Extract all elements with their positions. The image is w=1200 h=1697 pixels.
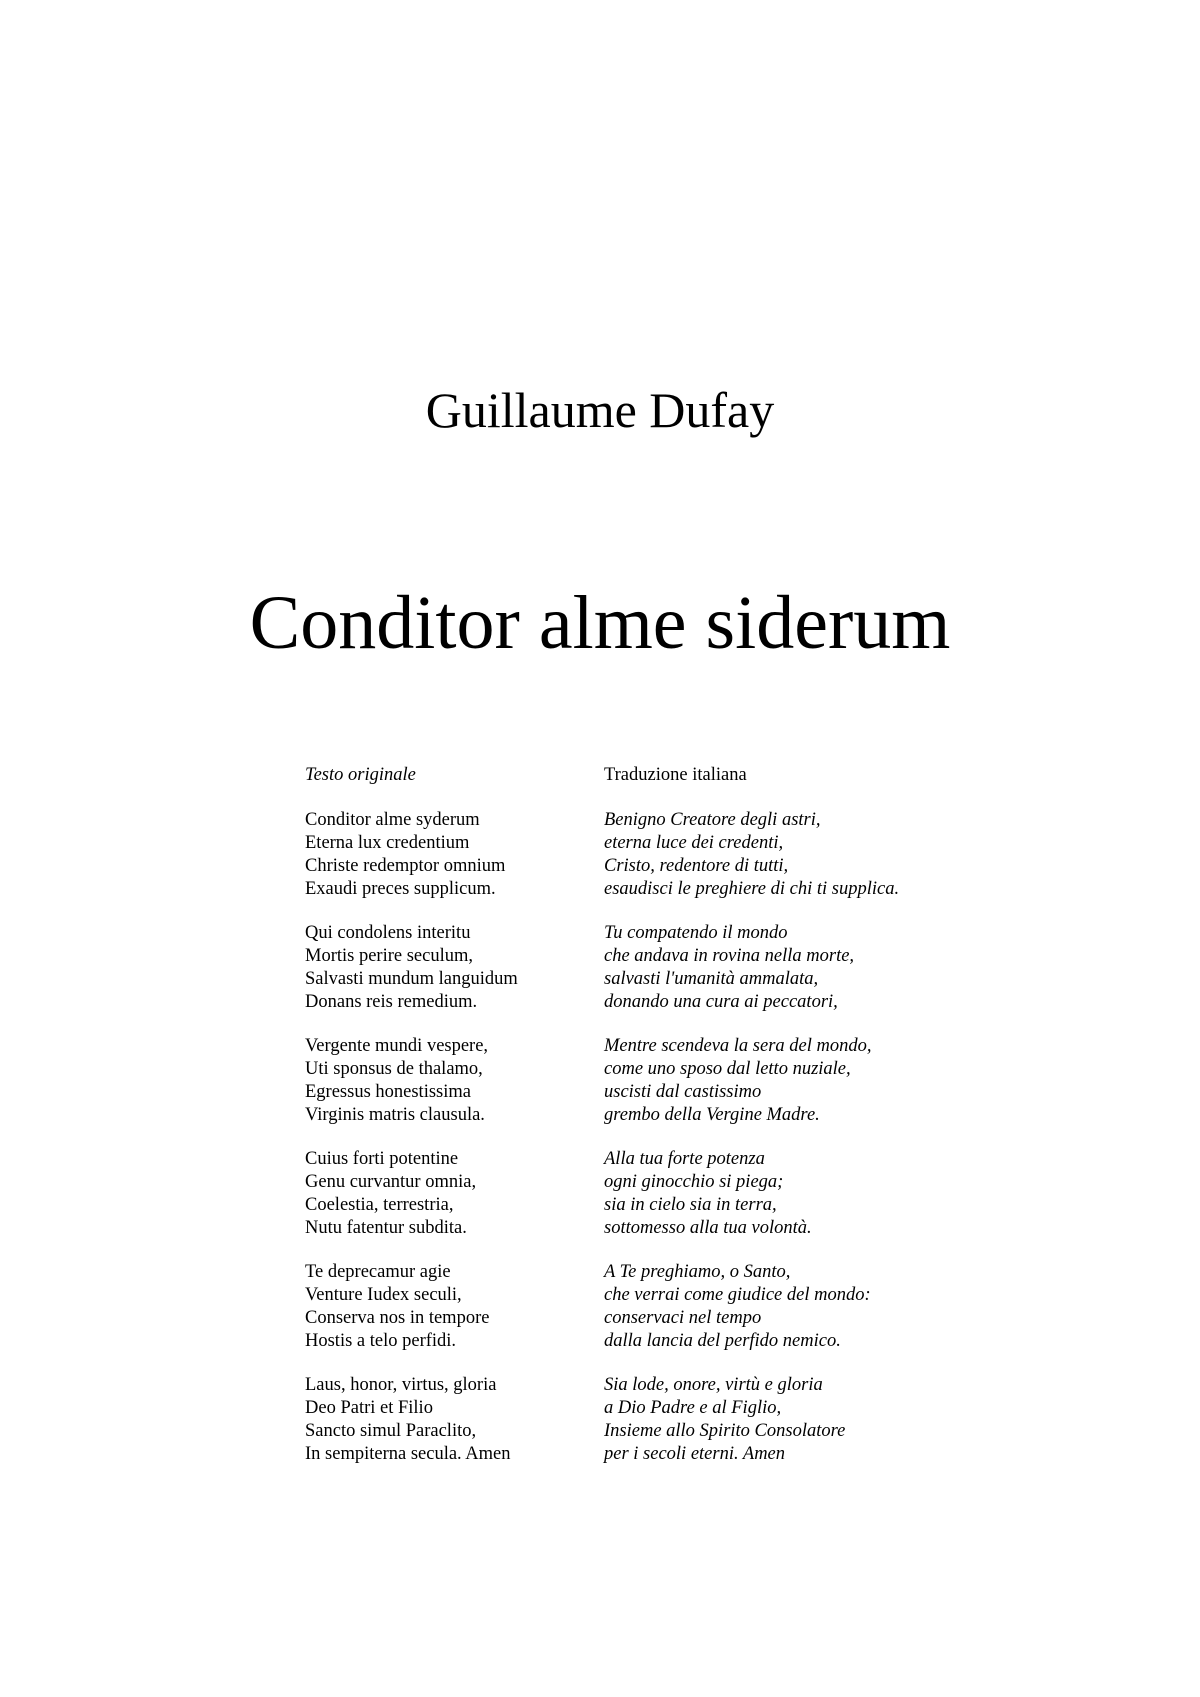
- stanza: [604, 1261, 944, 1353]
- verse-line: che andava in rovina nella morte,: [604, 946, 855, 966]
- stanza: [604, 1035, 944, 1127]
- verse-line: sottomesso alla tua volontà.: [604, 1218, 812, 1238]
- verse-line: In sempiterna secula. Amen: [305, 1444, 511, 1464]
- verse-line: uscisti dal castissimo: [604, 1082, 762, 1102]
- verse-line: conservaci nel tempo: [604, 1308, 762, 1328]
- verse-line: Eterna lux credentium: [305, 833, 470, 853]
- verse-line: Coelestia, terrestria,: [305, 1195, 454, 1215]
- verse-line: eterna luce dei credenti,: [604, 833, 784, 853]
- stanza: [604, 1374, 944, 1466]
- verse-line: che verrai come giudice del mondo:: [604, 1285, 871, 1305]
- original-text-heading: Testo originale: [305, 765, 416, 785]
- stanza: [305, 1035, 595, 1127]
- verse-line: Egressus honestissima: [305, 1082, 471, 1102]
- verse-line: Cuius forti potentine: [305, 1149, 459, 1169]
- verse-line: Nutu fatentur subdita.: [305, 1218, 467, 1238]
- verse-line: Genu curvantur omnia,: [305, 1172, 477, 1192]
- verse-line: grembo della Vergine Madre.: [604, 1105, 820, 1125]
- verse-line: Sancto simul Paraclito,: [305, 1421, 477, 1441]
- verse-line: Mentre scendeva la sera del mondo,: [604, 1036, 872, 1056]
- verse-line: sia in cielo sia in terra,: [604, 1195, 777, 1215]
- verse-line: Cristo, redentore di tutti,: [604, 856, 789, 876]
- verse-line: Alla tua forte potenza: [604, 1149, 765, 1169]
- original-text-column: [305, 764, 595, 1487]
- verse-line: ogni ginocchio si piega;: [604, 1172, 784, 1192]
- stanza: [604, 809, 944, 901]
- verse-line: Uti sponsus de thalamo,: [305, 1059, 483, 1079]
- stanza: [305, 1261, 595, 1353]
- stanza: [305, 922, 595, 1014]
- stanza: [305, 1374, 595, 1466]
- verse-line: Vergente mundi vespere,: [305, 1036, 489, 1056]
- verse-line: Virginis matris clausula.: [305, 1105, 485, 1125]
- stanza: [305, 809, 595, 901]
- page-title: Conditor alme siderum: [249, 581, 951, 665]
- verse-line: salvasti l'umanità ammalata,: [604, 969, 819, 989]
- verse-line: Exaudi preces supplicum.: [305, 879, 496, 899]
- verse-line: come uno sposo dal letto nuziale,: [604, 1059, 851, 1079]
- verse-line: Insieme allo Spirito Consolatore: [604, 1421, 846, 1441]
- stanza: [305, 1148, 595, 1240]
- verse-line: Donans reis remedium.: [305, 992, 478, 1012]
- verse-line: Christe redemptor omnium: [305, 856, 506, 876]
- verse-line: Qui condolens interitu: [305, 923, 471, 943]
- verse-line: Benigno Creatore degli astri,: [604, 810, 821, 830]
- stanza: [604, 1148, 944, 1240]
- original-stanzas: [305, 809, 595, 1466]
- stanza: [604, 922, 944, 1014]
- verse-line: a Dio Padre e al Figlio,: [604, 1398, 782, 1418]
- verse-line: Salvasti mundum languidum: [305, 969, 518, 989]
- translation-heading: Traduzione italiana: [604, 765, 747, 785]
- verse-line: Conserva nos in tempore: [305, 1308, 490, 1328]
- verse-line: Hostis a telo perfidi.: [305, 1331, 457, 1351]
- verse-line: Tu compatendo il mondo: [604, 923, 788, 943]
- verse-line: Sia lode, onore, virtù e gloria: [604, 1375, 823, 1395]
- verse-line: Laus, honor, virtus, gloria: [305, 1375, 497, 1395]
- verse-line: Te deprecamur agie: [305, 1262, 451, 1282]
- composer-name: Guillaume Dufay: [425, 382, 775, 438]
- translation-stanzas: [604, 809, 944, 1466]
- verse-line: Conditor alme syderum: [305, 810, 480, 830]
- verse-line: donando una cura ai peccatori,: [604, 992, 838, 1012]
- verse-line: Deo Patri et Filio: [305, 1398, 433, 1418]
- verse-line: esaudisci le preghiere di chi ti supplica.: [604, 879, 900, 899]
- verse-line: dalla lancia del perfido nemico.: [604, 1331, 841, 1351]
- verse-line: per i secoli eterni. Amen: [604, 1444, 786, 1464]
- verse-line: Venture Iudex seculi,: [305, 1285, 462, 1305]
- verse-line: Mortis perire seculum,: [305, 946, 473, 966]
- translation-column: [604, 764, 944, 1487]
- verse-line: A Te preghiamo, o Santo,: [604, 1262, 791, 1282]
